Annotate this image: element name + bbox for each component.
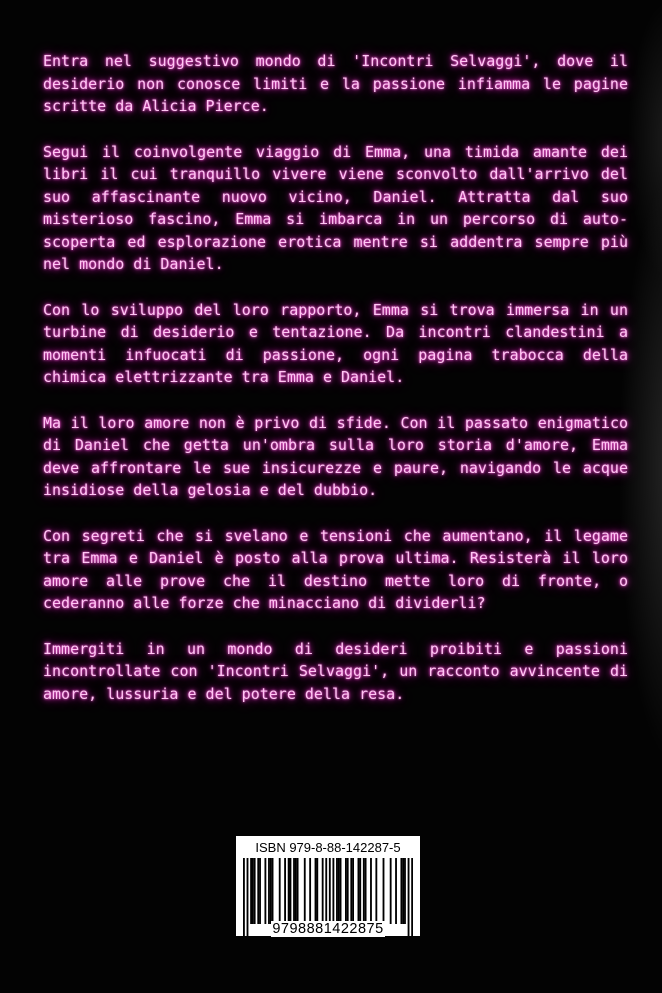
barcode-bar [322, 858, 324, 924]
barcode-bar [309, 858, 311, 924]
blurb-paragraph-3: Con lo sviluppo del loro rapporto, Emma si trova immersa in un turbine di desiderio e tentazione. Da incontri clandestini a momenti infuocati di passione, ogni pagina trabocca della chimica elettrizzante tra Emma e Daniel. [43, 300, 628, 386]
barcode-bar [264, 858, 266, 924]
barcode-bar [252, 858, 254, 924]
barcode-bar [254, 858, 256, 924]
barcode-bar [257, 858, 259, 924]
blurb-paragraph-1: Entra nel suggestivo mondo di 'Incontri Selvaggi', dove il desiderio non conosce limiti e la passione infiamma le pagine scritte da Alicia Pierce. [43, 52, 628, 115]
barcode-bar [297, 858, 299, 924]
barcode-bar [272, 858, 274, 924]
barcode-bar [304, 858, 306, 924]
isbn-digits [242, 921, 414, 937]
barcode-bar [404, 858, 406, 924]
barcode-bar [395, 858, 397, 924]
barcode-bar [375, 858, 377, 924]
blurb-paragraph-6: Immergiti in un mondo di desideri proibiti e passioni incontrollate con 'Incontri Selvaggi', un racconto avvincente di amore, lussuria e del potere della resa. [43, 639, 628, 703]
barcode-bar [268, 858, 270, 924]
barcode-bar [279, 858, 281, 924]
barcode-bar [288, 858, 290, 924]
barcode-bar [284, 858, 286, 924]
blurb-paragraph-5: Con segreti che si svelano e tensioni che aumentano, il legame tra Emma e Daniel è posto alla prova ultima. Resisterà il loro amore alle prove che il destino mette loro di fronte, o cederanno alle forze che minacciano di dividerli? [43, 526, 628, 612]
blurb-text [43, 50, 628, 728]
barcode-bar [347, 858, 349, 924]
barcode-bar [350, 858, 352, 924]
barcode-bar [365, 858, 367, 924]
barcode-bar [352, 858, 354, 924]
barcode-bar [290, 858, 292, 924]
barcode-bar [295, 858, 297, 924]
barcode-bar [250, 858, 252, 924]
barcode-bar [316, 858, 318, 924]
isbn-barcode [236, 836, 420, 936]
barcode-bar [259, 858, 261, 924]
barcode-bar [363, 858, 365, 924]
barcode-bar [315, 858, 317, 924]
barcode-bar [359, 858, 361, 924]
barcode-bar [340, 858, 342, 924]
barcode-bar [383, 858, 385, 924]
isbn-digits-text: 9798881422875 [272, 921, 384, 937]
blurb-paragraph-4: Ma il loro amore non è privo di sfide. Con il passato enigmatico di Daniel che getta un'ombra sulla loro storia d'amore, Emma deve affrontare le sue insicurezze e paure, navigando le acque insidiose della gelosia e del dubbio. [43, 413, 628, 499]
barcode-bar [345, 858, 347, 924]
barcode-bar [390, 858, 392, 924]
barcode-bar [270, 858, 272, 924]
barcode-bar [293, 858, 295, 924]
barcode-bar [402, 858, 404, 924]
isbn-label: ISBN 979-8-88-142287-5 [255, 840, 401, 855]
barcode-bar [358, 858, 360, 924]
barcode-bar [400, 858, 402, 924]
barcode-bar [338, 858, 340, 924]
barcode-bar [370, 858, 372, 924]
barcode-bar [332, 858, 334, 924]
barcode-bar [336, 858, 338, 924]
blurb-paragraph-2: Segui il coinvolgente viaggio di Emma, una timida amante dei libri il cui tranquillo vivere viene sconvolto dall'arrivo del suo affascinante nuovo vicino, Daniel. Attratta dal suo misterioso fascino, Emma si imbarca in un percorso di auto-scoperta ed esplorazione erotica mentre si addentra sempre più nel mondo di Daniel. [43, 142, 628, 273]
